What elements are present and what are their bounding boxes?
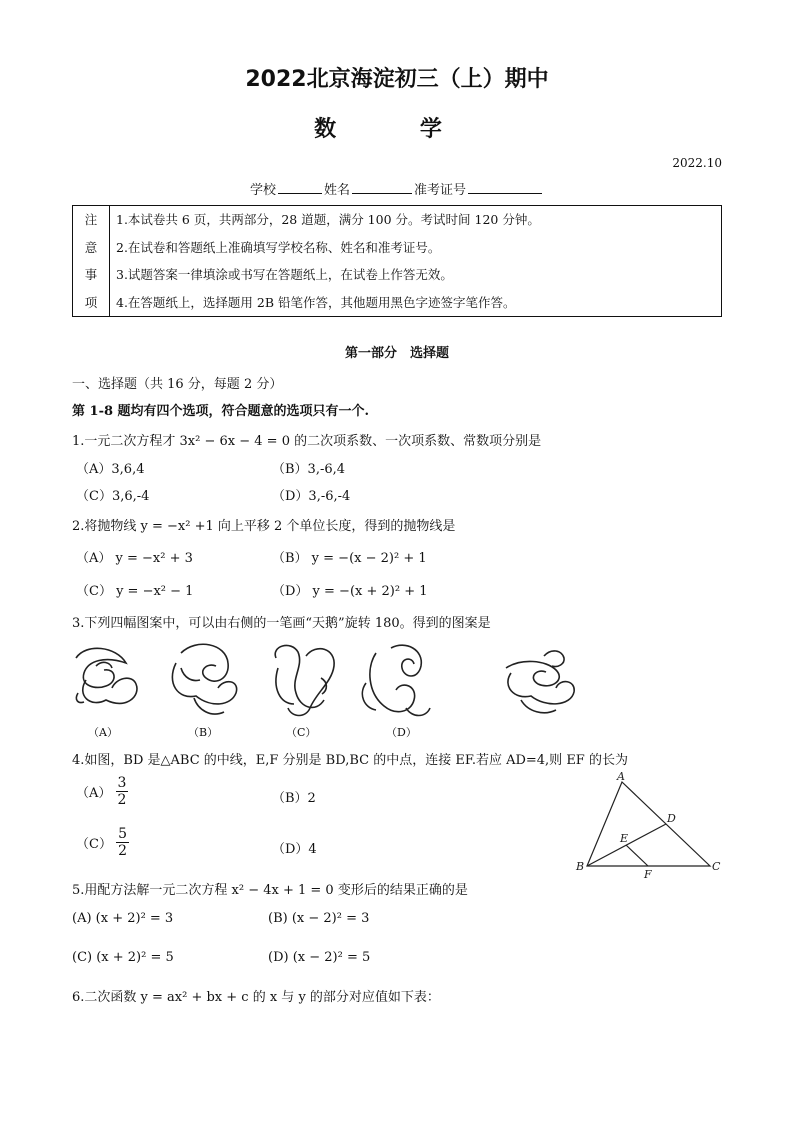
q2-option-b[interactable]: （B） y = −(x − 2)² + 1 (272, 551, 427, 566)
segment-ef (626, 845, 648, 866)
q2-option-a[interactable]: （A） y = −x² + 3 (76, 551, 193, 566)
triangle-abc (587, 782, 710, 866)
denominator: 2 (117, 792, 127, 808)
q5-option-c[interactable]: (C) (x + 2)² = 5 (72, 950, 174, 965)
denominator: 2 (118, 843, 128, 859)
swan-figure-d (362, 645, 430, 715)
q5-stem: 5.用配方法解一元二次方程 x² − 4x + 1 = 0 变形后的结果正确的是 (72, 883, 468, 898)
exam-date: 2022.10 (672, 156, 722, 170)
q5-option-a[interactable]: (A) (x + 2)² = 3 (72, 911, 174, 926)
q3-swan-figures (66, 638, 586, 728)
q4-option-b[interactable]: （B）2 (272, 791, 316, 806)
notice-table (72, 205, 722, 317)
numerator: 3 (117, 775, 127, 791)
q4-option-c[interactable] (76, 826, 129, 859)
q3-stem: 3.下列四幅图案中，可以由右侧的一笔画“天鹅”旋转 180。得到的图案是 (72, 616, 491, 631)
q6-stem: 6.二次函数 y = ax² + bx + c 的 x 与 y 的部分对应值如下表： (72, 990, 440, 1005)
label-d: D (667, 812, 676, 825)
notice-item: 2.在试卷和答题纸上准确填写学校名称、姓名和准考证号。 (116, 239, 441, 255)
q4-option-a[interactable] (76, 775, 128, 808)
q3-caption-b: （B） (188, 726, 219, 739)
q4-option-c-label: （C） (76, 837, 112, 852)
q2-option-c[interactable]: （C） y = −x² − 1 (76, 584, 194, 599)
q5-option-b[interactable]: (B) (x − 2)² = 3 (268, 911, 370, 926)
name-label: 姓名 (323, 183, 350, 198)
swan-reference (506, 651, 574, 713)
label-c: C (712, 860, 721, 873)
subject-title: 数 学 (314, 117, 480, 142)
q1-option-c[interactable]: （C）3,6,-4 (76, 489, 150, 504)
section-instruction: 第 1-8 题均有四个选项，符合题意的选项只有一个. (72, 404, 370, 419)
q2-stem: 2.将抛物线 y = −x² +1 向上平移 2 个单位长度，得到的抛物线是 (72, 519, 456, 534)
q4-option-d[interactable]: （D）4 (272, 842, 317, 857)
q1-option-a[interactable]: （A）3,6,4 (76, 462, 145, 477)
student-info-fields (0, 179, 794, 198)
q2-option-d[interactable]: （D） y = −(x + 2)² + 1 (272, 584, 428, 599)
page-title: 2022北京海淀初三（上）期中 (245, 67, 549, 92)
q3-caption-d: （D） (386, 726, 417, 739)
notice-side-char: 事 (84, 267, 98, 282)
notice-side (73, 206, 110, 317)
q1-option-b[interactable]: （B）3,-6,4 (272, 462, 346, 477)
label-e: E (620, 832, 629, 845)
q4-option-a-fraction (116, 775, 129, 808)
notice-item: 3.试题答案一律填涂或书写在答题纸上，在试卷上作答无效。 (116, 267, 453, 282)
swan-figure-a (76, 648, 137, 703)
q4-option-a-label: （A） (76, 786, 112, 801)
q4-option-c-fraction (116, 826, 129, 859)
label-b: B (576, 860, 585, 873)
q4-triangle-figure (570, 770, 730, 880)
id-blank[interactable] (468, 181, 542, 194)
swan-figure-b (172, 644, 236, 714)
q4-stem: 4.如图，BD 是△ABC 的中线，E,F 分别是 BD,BC 的中点，连接 EF.若应 AD=4,则 EF 的长为 (72, 753, 628, 768)
q3-caption-a: （A） (88, 726, 118, 739)
school-label: 学校 (249, 183, 276, 198)
q3-caption-c: （C） (286, 726, 317, 739)
name-blank[interactable] (352, 181, 412, 194)
notice-side-char: 注 (84, 212, 98, 227)
notice-item: 1.本试卷共 6 页，共两部分，28 道题，满分 100 分。考试时间 120 分钟。 (116, 212, 540, 227)
swan-figure-c (275, 645, 334, 715)
label-a: A (617, 770, 625, 783)
numerator: 5 (118, 826, 128, 842)
school-blank[interactable] (278, 181, 322, 194)
section-title: 一、选择题（共 16 分，每题 2 分） (72, 377, 283, 392)
q5-option-d[interactable]: (D) (x − 2)² = 5 (268, 950, 371, 965)
notice-item: 4.在答题纸上，选择题用 2B 铅笔作答，其他题用黑色字迹签字笔作答。 (116, 294, 516, 310)
notice-items (110, 206, 722, 317)
part-title: 第一部分 选择题 (344, 346, 449, 361)
q1-stem: 1.一元二次方程才 3x² − 6x − 4 = 0 的二次项系数、一次项系数、常数项分别是 (72, 434, 542, 449)
label-f: F (644, 868, 652, 880)
id-label: 准考证号 (414, 183, 467, 198)
notice-side-char: 项 (84, 294, 98, 310)
notice-side-char: 意 (84, 239, 98, 255)
q1-option-d[interactable]: （D）3,-6,-4 (272, 489, 351, 504)
